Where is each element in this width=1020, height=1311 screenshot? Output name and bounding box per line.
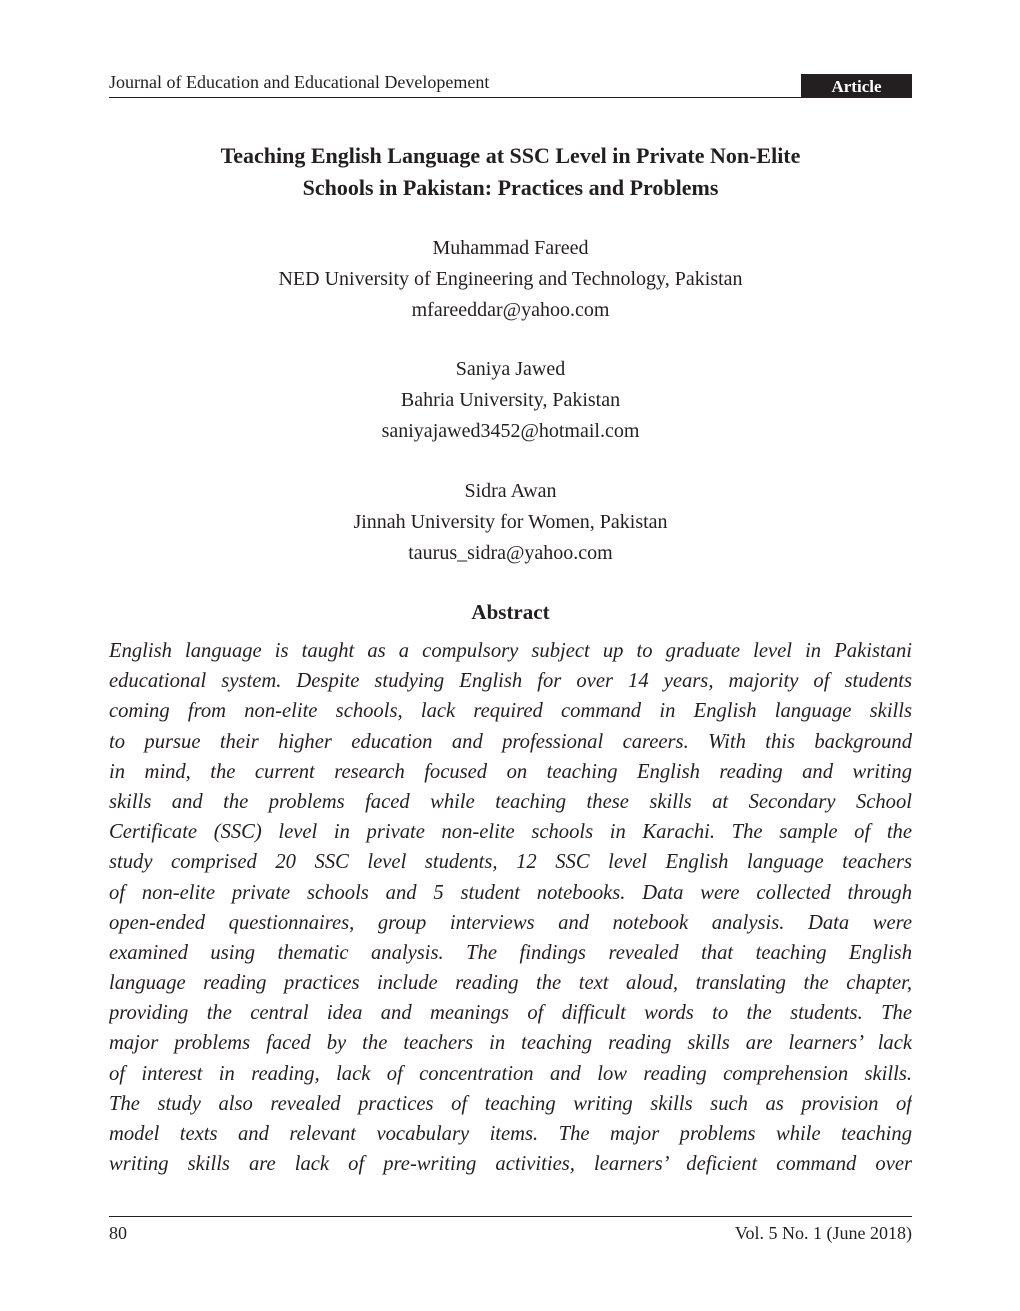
author-email: mfareeddar@yahoo.com <box>411 299 610 321</box>
abstract-line: of interest in reading, lack of concentration and low reading comprehension skills. <box>109 1062 912 1085</box>
abstract-body <box>109 636 912 1179</box>
footer-rule <box>109 1216 912 1217</box>
abstract-line: open-ended questionnaires, group interviews and notebook analysis. Data were <box>109 911 912 934</box>
header-rule <box>109 97 912 98</box>
abstract-line: language reading practices include reading the text aloud, translating the chapter, <box>109 972 912 995</box>
abstract-line: writing skills are lack of pre-writing activities, learners’ deficient command over <box>109 1153 912 1176</box>
abstract-line: examined using thematic analysis. The findings revealed that teaching English <box>109 941 912 964</box>
abstract-line: model texts and relevant vocabulary items. The major problems while teaching <box>109 1123 912 1145</box>
abstract-line: The study also revealed practices of teaching writing skills such as provision of <box>109 1092 912 1115</box>
paper-title-line-2: Schools in Pakistan: Practices and Problems <box>302 175 719 200</box>
abstract-line: to pursue their higher education and professional careers. With this background <box>109 730 912 753</box>
journal-name: Journal of Education and Educational Developement <box>109 72 490 92</box>
abstract-line: major problems faced by the teachers in teaching reading skills are learners’ lack <box>109 1032 912 1055</box>
paper-title-line-1: Teaching English Language at SSC Level in Private Non-Elite <box>220 143 801 168</box>
abstract-line: study comprised 20 SSC level students, 12 SSC level English language teachers <box>109 851 912 874</box>
author-email: taurus_sidra@yahoo.com <box>408 542 613 564</box>
author-affiliation: Bahria University, Pakistan <box>400 389 621 411</box>
author-name: Muhammad Fareed <box>432 237 589 259</box>
author-block-2 <box>109 354 912 447</box>
abstract-line: providing the central idea and meanings of difficult words to the students. The <box>109 1002 912 1025</box>
author-email: saniyajawed3452@hotmail.com <box>381 420 640 442</box>
author-name: Saniya Jawed <box>455 358 566 380</box>
author-name: Sidra Awan <box>464 480 557 502</box>
abstract-line: Certificate (SSC) level in private non-elite schools in Karachi. The sample of the <box>109 821 912 844</box>
abstract-heading: Abstract <box>471 600 550 624</box>
article-type-badge: Article <box>801 74 912 98</box>
page-number: 80 <box>109 1223 127 1243</box>
abstract-line: educational system. Despite studying English for over 14 years, majority of students <box>109 670 912 693</box>
abstract-line: in mind, the current research focused on teaching English reading and writing <box>109 760 912 783</box>
author-block-3 <box>109 476 912 569</box>
author-affiliation: Jinnah University for Women, Pakistan <box>353 511 668 533</box>
abstract-line: English language is taught as a compulsory subject up to graduate level in Pakistani <box>109 640 912 662</box>
abstract-line: coming from non-elite schools, lack required command in English language skills <box>109 700 912 723</box>
abstract-line: skills and the problems faced while teaching these skills at Secondary School <box>109 790 912 813</box>
paper-title <box>109 140 912 204</box>
author-affiliation: NED University of Engineering and Technology, Pakistan <box>278 268 743 290</box>
volume-info: Vol. 5 No. 1 (June 2018) <box>734 1223 912 1243</box>
abstract-line: of non-elite private schools and 5 student notebooks. Data were collected through <box>109 881 912 904</box>
author-block-1 <box>109 233 912 326</box>
